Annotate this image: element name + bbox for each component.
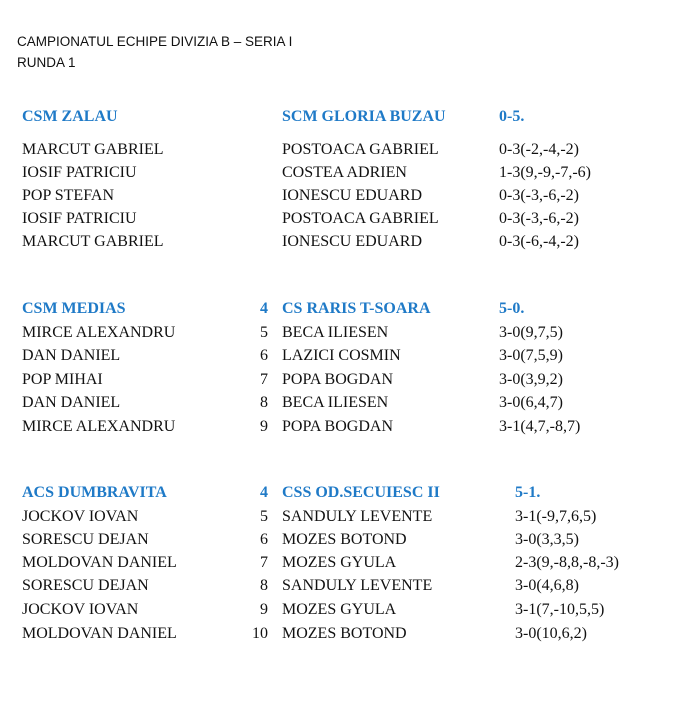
home-player: POP STEFAN [22, 187, 115, 204]
away-player: BECA ILIESEN [282, 324, 389, 341]
match-score: 5-1. [515, 484, 541, 501]
game-row [0, 164, 699, 186]
game-number: 8 [260, 394, 268, 411]
home-player: POP MIHAI [22, 371, 103, 388]
home-player: SORESCU DEJAN [22, 577, 149, 594]
away-player: MOZES BOTOND [282, 625, 407, 642]
game-row [0, 601, 699, 623]
home-player: MARCUT GABRIEL [22, 233, 164, 250]
home-player: JOCKOV IOVAN [22, 601, 139, 618]
match-header [0, 300, 699, 322]
away-player: BECA ILIESEN [282, 394, 389, 411]
game-row [0, 233, 699, 255]
away-player: POSTOACA GABRIEL [282, 210, 439, 227]
game-row [0, 508, 699, 530]
document-title: CAMPIONATUL ECHIPE DIVIZIA B – SERIA I [17, 34, 293, 49]
away-team: CS RARIS T-SOARA [282, 300, 431, 317]
away-player: MOZES GYULA [282, 601, 397, 618]
game-row [0, 347, 699, 369]
game-row [0, 141, 699, 163]
game-result: 3-0(3,3,5) [515, 531, 579, 548]
game-number: 8 [260, 577, 268, 594]
home-player: MIRCE ALEXANDRU [22, 324, 176, 341]
game-row [0, 371, 699, 393]
game-result: 3-0(9,7,5) [499, 324, 563, 341]
home-team: CSM MEDIAS [22, 300, 126, 317]
away-player: IONESCU EDUARD [282, 233, 422, 250]
away-player: IONESCU EDUARD [282, 187, 422, 204]
away-team: CSS OD.SECUIESC II [282, 484, 440, 501]
game-row [0, 324, 699, 346]
match-header [0, 108, 699, 130]
home-player: DAN DANIEL [22, 394, 121, 411]
home-team-number: 4 [260, 300, 268, 317]
game-row [0, 210, 699, 232]
match-score: 0-5. [499, 108, 525, 125]
game-result: 0-3(-3,-6,-2) [499, 187, 579, 204]
game-result: 3-1(7,-10,5,5) [515, 601, 605, 618]
game-result: 3-0(3,9,2) [499, 371, 563, 388]
home-team-number: 4 [260, 484, 268, 501]
away-player: POPA BOGDAN [282, 371, 393, 388]
game-number: 7 [260, 554, 268, 571]
game-result: 3-0(6,4,7) [499, 394, 563, 411]
home-player: MOLDOVAN DANIEL [22, 554, 177, 571]
away-player: SANDULY LEVENTE [282, 577, 433, 594]
game-result: 3-1(4,7,-8,7) [499, 418, 581, 435]
home-player: JOCKOV IOVAN [22, 508, 139, 525]
game-row [0, 418, 699, 440]
game-result: 0-3(-2,-4,-2) [499, 141, 579, 158]
game-number: 10 [252, 625, 268, 642]
game-result: 3-0(10,6,2) [515, 625, 587, 642]
game-result: 0-3(-3,-6,-2) [499, 210, 579, 227]
game-number: 5 [260, 508, 268, 525]
game-row [0, 394, 699, 416]
game-row [0, 625, 699, 647]
away-player: COSTEA ADRIEN [282, 164, 407, 181]
home-team: ACS DUMBRAVITA [22, 484, 167, 501]
game-row [0, 187, 699, 209]
home-player: MARCUT GABRIEL [22, 141, 164, 158]
game-number: 6 [260, 531, 268, 548]
game-result: 3-0(4,6,8) [515, 577, 579, 594]
game-number: 6 [260, 347, 268, 364]
away-player: SANDULY LEVENTE [282, 508, 433, 525]
round-label: RUNDA 1 [17, 55, 76, 70]
home-player: IOSIF PATRICIU [22, 164, 137, 181]
away-player: MOZES BOTOND [282, 531, 407, 548]
away-player: POSTOACA GABRIEL [282, 141, 439, 158]
game-row [0, 554, 699, 576]
away-player: POPA BOGDAN [282, 418, 393, 435]
game-result: 3-0(7,5,9) [499, 347, 563, 364]
home-player: MOLDOVAN DANIEL [22, 625, 177, 642]
game-number: 5 [260, 324, 268, 341]
game-result: 3-1(-9,7,6,5) [515, 508, 597, 525]
home-player: DAN DANIEL [22, 347, 121, 364]
home-team: CSM ZALAU [22, 108, 118, 125]
home-player: MIRCE ALEXANDRU [22, 418, 176, 435]
home-player: SORESCU DEJAN [22, 531, 149, 548]
away-team: SCM GLORIA BUZAU [282, 108, 446, 125]
game-result: 1-3(9,-9,-7,-6) [499, 164, 591, 181]
home-player: IOSIF PATRICIU [22, 210, 137, 227]
match-score: 5-0. [499, 300, 525, 317]
game-row [0, 531, 699, 553]
game-result: 0-3(-6,-4,-2) [499, 233, 579, 250]
game-number: 9 [260, 418, 268, 435]
away-player: MOZES GYULA [282, 554, 397, 571]
game-row [0, 577, 699, 599]
game-number: 7 [260, 371, 268, 388]
game-number: 9 [260, 601, 268, 618]
match-header [0, 484, 699, 506]
away-player: LAZICI COSMIN [282, 347, 401, 364]
game-result: 2-3(9,-8,8,-8,-3) [515, 554, 619, 571]
